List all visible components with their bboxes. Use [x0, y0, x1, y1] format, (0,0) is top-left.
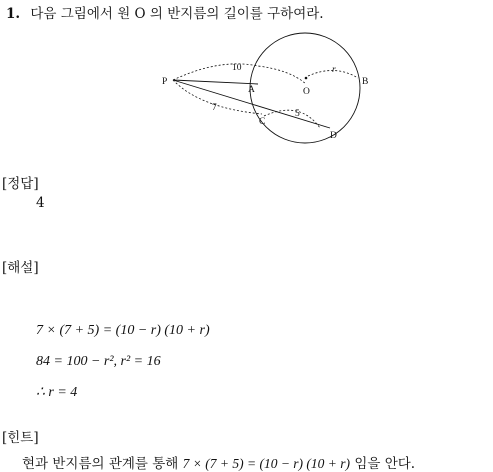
center-point	[305, 77, 308, 80]
answer-heading: [정답]	[2, 176, 39, 192]
label-b: B	[362, 77, 369, 87]
problem-statement	[6, 2, 324, 22]
label-pa-length: 10	[232, 63, 242, 73]
label-cd-length: 5	[295, 109, 300, 119]
brace-cd	[264, 110, 320, 128]
label-pc-length: 7	[212, 103, 217, 113]
problem-text: 다음 그림에서 원 O 의 반지름의 길이를 구하여라.	[30, 6, 324, 22]
solution-line-3: ∴ r = 4	[36, 385, 78, 400]
label-a: A	[248, 85, 255, 95]
solution-line-2: 84 = 100 − r², r² = 16	[36, 354, 161, 369]
label-p: P	[162, 77, 168, 87]
hint-text-after: 임을 안다.	[350, 456, 416, 472]
solution-line-1: 7 × (7 + 5) = (10 − r) (10 + r)	[36, 323, 210, 338]
solution-heading: [해설]	[2, 260, 39, 276]
problem-number: 1.	[6, 6, 21, 22]
hint-heading: [힌트]	[2, 430, 39, 446]
label-o: O	[303, 87, 310, 97]
circle-secant-figure	[160, 28, 380, 144]
label-c: C	[259, 117, 266, 127]
hint-formula: 7 × (7 + 5) = (10 − r) (10 + r)	[182, 456, 351, 471]
hint-text	[22, 452, 415, 472]
hint-text-before: 현과 반지름의 관계를 통해	[22, 456, 183, 472]
answer-value: 4	[36, 195, 45, 211]
label-radius: r	[332, 65, 336, 75]
label-d: D	[330, 131, 337, 141]
secant-pa	[173, 80, 258, 84]
